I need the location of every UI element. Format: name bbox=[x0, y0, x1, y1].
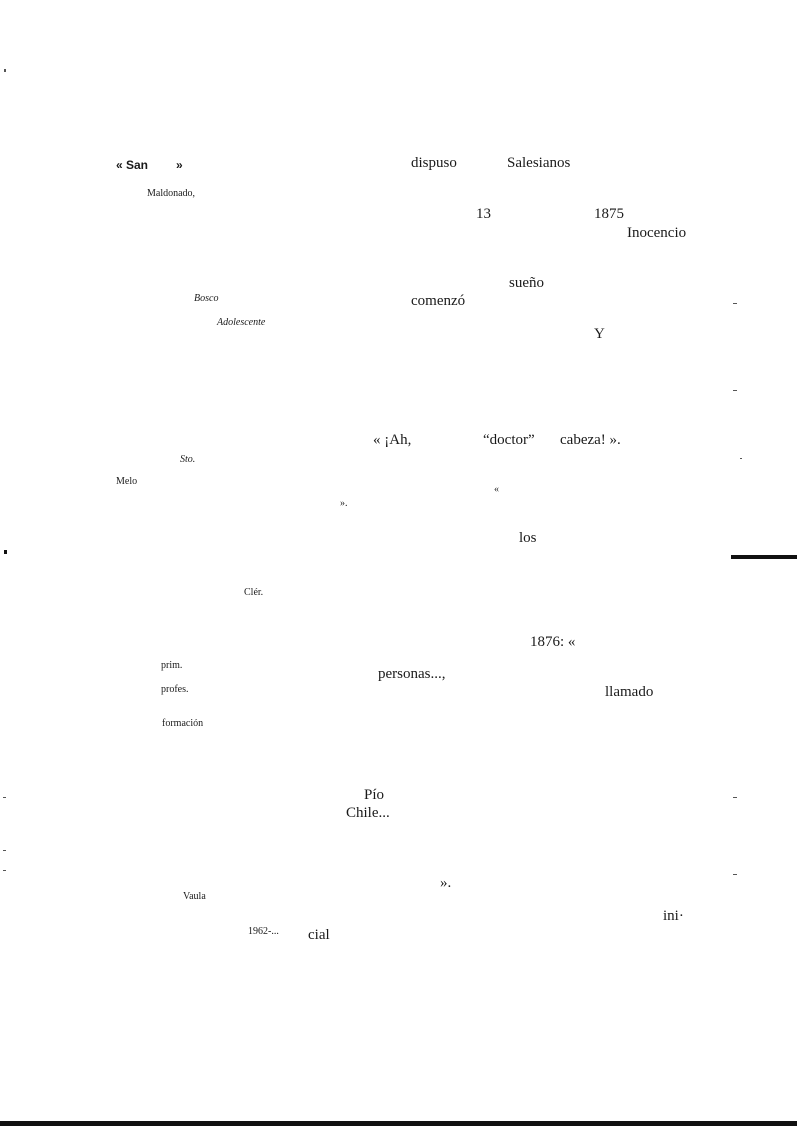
sidebar-text-melo: Melo bbox=[116, 476, 138, 487]
word-sueno: sueño bbox=[509, 275, 544, 291]
word-cial: cial bbox=[308, 927, 330, 943]
word-comenzo: comenzó bbox=[411, 293, 466, 309]
word-llamado: llamado bbox=[605, 684, 654, 700]
sidebar-text-maldonado: Maldonado, bbox=[147, 188, 196, 199]
sidebar-text-bosco: Bosco bbox=[194, 293, 219, 304]
sidebar-text-profes: profes. bbox=[161, 684, 189, 695]
word-dispuso: dispuso bbox=[411, 155, 457, 171]
phrase-cabeza: cabeza! ». bbox=[560, 432, 621, 448]
sidebar-text-year-1962: 1962-... bbox=[248, 926, 279, 937]
scan-mark bbox=[733, 390, 737, 391]
scan-mark bbox=[4, 69, 6, 72]
scan-mark bbox=[733, 797, 737, 798]
word-personas: personas..., bbox=[378, 666, 446, 682]
sidebar-text-prim: prim. bbox=[161, 660, 183, 671]
phrase-ah: « ¡Ah, bbox=[373, 432, 412, 448]
sidebar-heading-close: » bbox=[176, 158, 183, 172]
word-doctor: “doctor” bbox=[483, 432, 535, 448]
open-quote: « bbox=[494, 484, 499, 495]
word-chile: Chile... bbox=[346, 805, 390, 821]
word-ini: ini· bbox=[663, 908, 684, 924]
sidebar-text-vaula: Vaula bbox=[183, 891, 206, 902]
sidebar-text-cler: Clér. bbox=[244, 587, 264, 598]
year-1876: 1876: « bbox=[530, 634, 576, 650]
year-1875: 1875 bbox=[594, 206, 624, 222]
sidebar-text-sto: Sto. bbox=[180, 454, 196, 465]
number-13: 13 bbox=[476, 206, 491, 222]
word-inocencio: Inocencio bbox=[627, 225, 687, 241]
sidebar-text-adolescente: Adolescente bbox=[217, 317, 266, 328]
close-quote: ». bbox=[340, 498, 348, 509]
close-quote-2: ». bbox=[440, 875, 452, 891]
scan-mark bbox=[4, 550, 7, 554]
scan-mark bbox=[3, 870, 6, 871]
scan-mark bbox=[733, 874, 737, 875]
scan-mark bbox=[3, 850, 6, 851]
word-salesianos: Salesianos bbox=[507, 155, 571, 171]
scan-rule-bottom bbox=[0, 1121, 797, 1126]
scan-mark bbox=[740, 458, 742, 459]
word-pio: Pío bbox=[364, 787, 385, 803]
scan-rule-right bbox=[731, 555, 797, 559]
sidebar-text-formacion: formación bbox=[162, 718, 204, 729]
sidebar-heading: « San bbox=[116, 158, 149, 172]
scan-mark bbox=[3, 797, 6, 798]
word-y: Y bbox=[594, 326, 605, 342]
word-los: los bbox=[519, 530, 537, 546]
scan-mark bbox=[733, 303, 737, 304]
